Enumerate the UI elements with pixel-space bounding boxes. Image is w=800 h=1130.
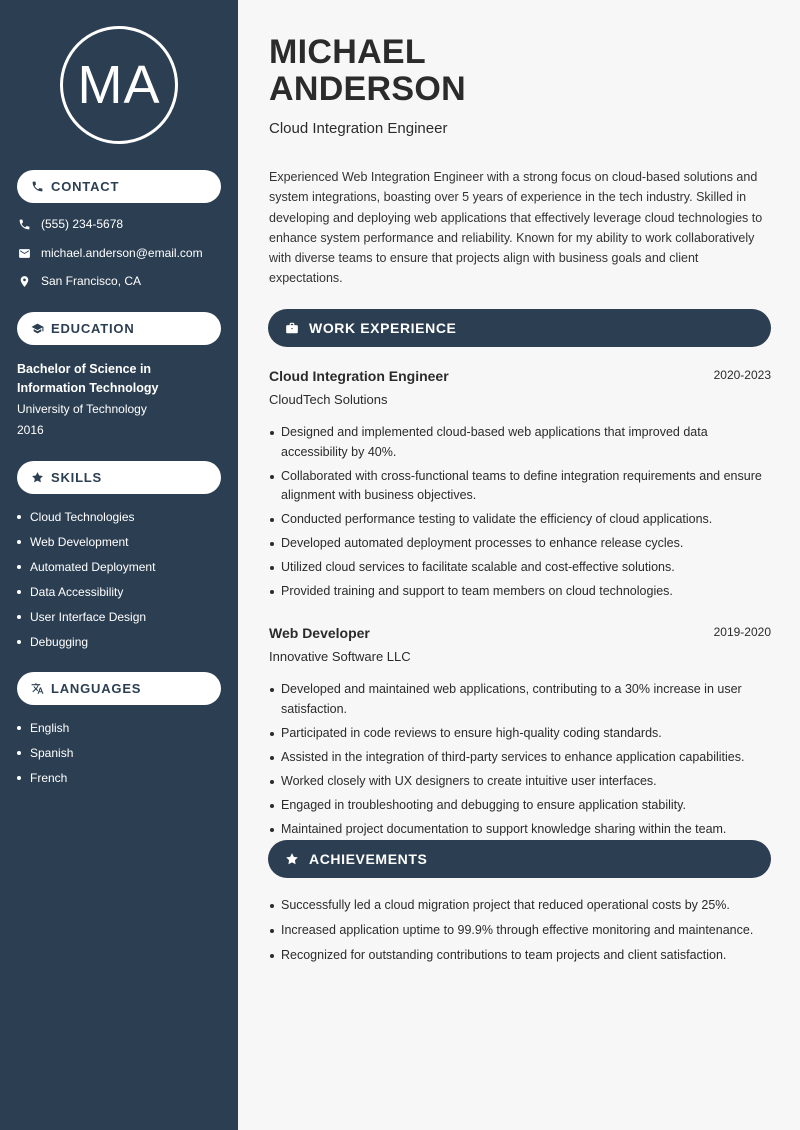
education-degree: Bachelor of Science in Information Technology xyxy=(17,362,159,395)
education-entry xyxy=(17,360,222,440)
job-dates: 2019-2020 xyxy=(713,625,771,639)
language-item: Spanish xyxy=(17,740,73,765)
job-company: CloudTech Solutions xyxy=(269,392,388,407)
phone-icon xyxy=(17,217,31,231)
email-text[interactable]: michael.anderson@email.com xyxy=(41,246,203,260)
language-item: French xyxy=(17,765,73,790)
job-bullet: Designed and implemented cloud-based web applications that improved data accessibility by 40%. xyxy=(269,423,774,462)
phone-icon xyxy=(30,180,44,194)
main-content xyxy=(238,0,800,1130)
avatar xyxy=(60,26,178,144)
job-bullet: Assisted in the integration of third-party services to enhance application capabilities. xyxy=(269,748,774,768)
location-pin-icon xyxy=(17,274,31,288)
job-bullet: Participated in code reviews to ensure high-quality coding standards. xyxy=(269,724,774,744)
skills-title: SKILLS xyxy=(51,470,103,485)
contact-email[interactable] xyxy=(17,246,203,260)
achievement-item: Increased application uptime to 99.9% through effective monitoring and maintenance. xyxy=(269,921,774,941)
job-title: Web Developer xyxy=(269,625,370,641)
job-company: Innovative Software LLC xyxy=(269,649,411,664)
job-bullet: Worked closely with UX designers to create intuitive user interfaces. xyxy=(269,772,774,792)
language-item: English xyxy=(17,715,73,740)
contact-phone xyxy=(17,217,123,231)
education-year: 2016 xyxy=(17,423,44,437)
candidate-role: Cloud Integration Engineer xyxy=(269,120,448,137)
name-last: ANDERSON xyxy=(269,70,466,108)
achievements-header xyxy=(268,840,771,878)
job-bullets xyxy=(269,680,774,844)
achievements-list xyxy=(269,896,774,971)
job-bullet: Engaged in troubleshooting and debugging to ensure application stability. xyxy=(269,796,774,816)
skill-item: User Interface Design xyxy=(17,604,155,629)
skill-item: Web Development xyxy=(17,529,155,554)
envelope-icon xyxy=(17,246,31,260)
achievement-item: Recognized for outstanding contributions to team projects and client satisfaction. xyxy=(269,946,774,966)
contact-header xyxy=(17,170,221,203)
graduation-cap-icon xyxy=(30,322,44,336)
skill-item: Cloud Technologies xyxy=(17,504,155,529)
candidate-name xyxy=(269,34,466,108)
work-experience-header xyxy=(268,309,771,347)
achievement-item: Successfully led a cloud migration project that reduced operational costs by 25%. xyxy=(269,896,774,916)
job-bullet: Collaborated with cross-functional teams to define integration requirements and ensure alignment with business objectives. xyxy=(269,467,774,506)
job-bullet: Utilized cloud services to facilitate scalable and cost-effective solutions. xyxy=(269,558,774,578)
job-bullets xyxy=(269,423,774,606)
job-bullet: Conducted performance testing to validate the efficiency of cloud applications. xyxy=(269,510,774,530)
education-header xyxy=(17,312,221,345)
skill-item: Debugging xyxy=(17,629,155,654)
skill-item: Data Accessibility xyxy=(17,579,155,604)
contact-title: CONTACT xyxy=(51,179,120,194)
achievements-title: ACHIEVEMENTS xyxy=(309,851,428,867)
job-bullet: Maintained project documentation to support knowledge sharing within the team. xyxy=(269,820,774,840)
avatar-initials: MA xyxy=(77,55,161,115)
location-text: San Francisco, CA xyxy=(41,274,142,288)
star-icon xyxy=(285,852,299,866)
education-title: EDUCATION xyxy=(51,321,135,336)
job-bullet: Developed and maintained web applications, contributing to a 30% increase in user satisfaction. xyxy=(269,680,774,719)
profile-summary: Experienced Web Integration Engineer with a strong focus on cloud-based solutions and system integrations, boasting over 5 years of experience in the tech industry. Skilled in developing and deploying web applications that effectively leverage cloud technologies to enhance system performance and reliability. Known for my ability to work collaboratively with diverse teams to ensure that projects align with business goals and client expectations. xyxy=(269,170,763,286)
sidebar xyxy=(0,0,238,1130)
briefcase-icon xyxy=(285,321,299,335)
skills-header xyxy=(17,461,221,494)
job-title: Cloud Integration Engineer xyxy=(269,368,449,384)
skill-item: Automated Deployment xyxy=(17,554,155,579)
translate-icon xyxy=(30,682,44,696)
job-dates: 2020-2023 xyxy=(713,368,771,382)
languages-header xyxy=(17,672,221,705)
education-school: University of Technology xyxy=(17,402,147,416)
star-icon xyxy=(30,471,44,485)
skills-list xyxy=(17,504,155,654)
name-first: MICHAEL xyxy=(269,33,426,71)
job-bullet: Developed automated deployment processes to enhance release cycles. xyxy=(269,534,774,554)
job-bullet: Provided training and support to team members on cloud technologies. xyxy=(269,582,774,602)
languages-title: LANGUAGES xyxy=(51,681,142,696)
work-experience-title: WORK EXPERIENCE xyxy=(309,320,457,336)
languages-list xyxy=(17,715,73,790)
phone-text: (555) 234-5678 xyxy=(41,217,124,231)
contact-location xyxy=(17,274,141,288)
